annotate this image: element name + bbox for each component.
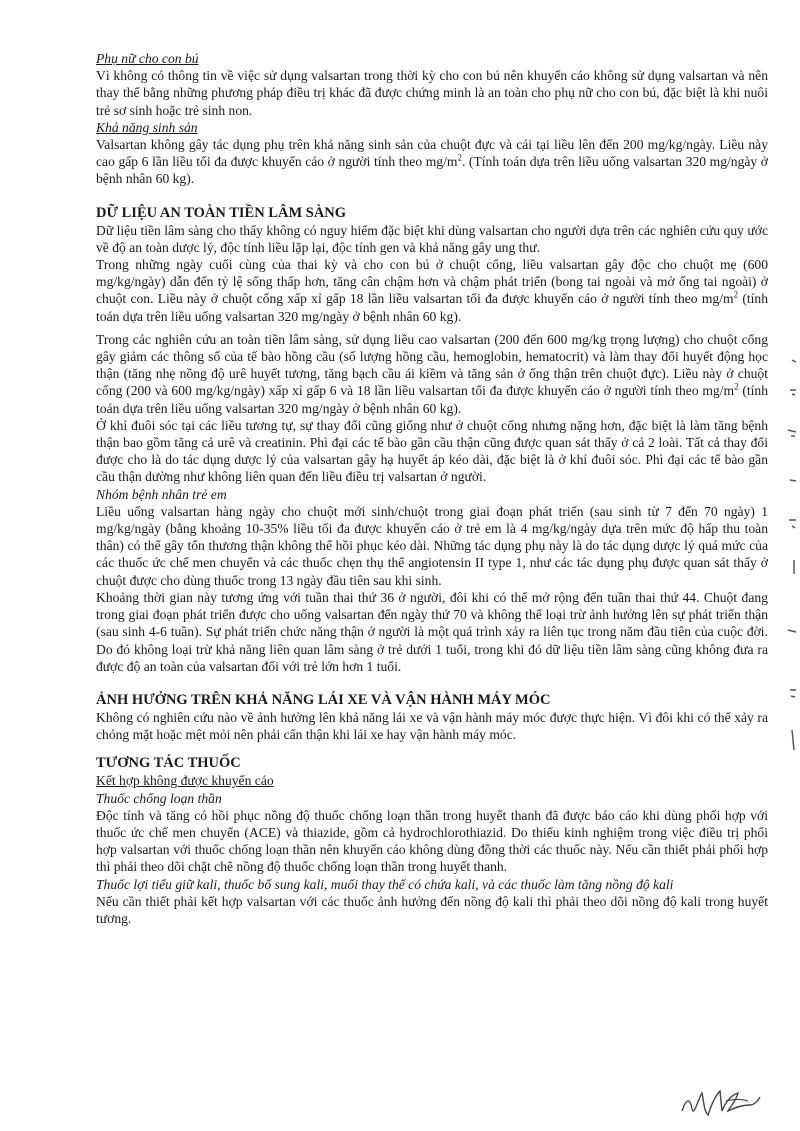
preclinical-paragraph-2: Trong những ngày cuối cùng của thai kỳ và cho con bú ở chuột cống, liều valsartan gây độc cho chuột mẹ (600 mg/kg/ngày) dẫn đến tỷ lệ sống thấp hơn, tăng cân chậm hơn và chậm phát triển (bong tai ngoài và mở ống tai ngoài) ở chuột con. Liều này ở chuột cống xấp xỉ gấp 18 lần liều valsartan tối đa được khuyến cáo ở người tính theo $mg/m^2$ (tính toán dựa trên liều uống valsartan 320 mg/ngày ở bệnh nhân 60 kg).	[96, 257, 768, 324]
fertility-text: Valsartan không gây tác dụng phụ trên khả năng sinh sản của chuột đực và cái tại liều lên đến 200 mg/kg/ngày. Liều này cao gấp 6 lần liều tối đa được khuyến cáo ở người tính theo $mg/m^2$. (Tính toán dựa trên liều uống valsartan 320 mg/ngày ở bệnh nhân 60 kg).	[96, 137, 768, 187]
document-page	[96, 50, 768, 927]
preclinical-paragraph-4: Ở khỉ đuôi sóc tại các liều tương tự, sự thay đổi cũng giống như ở chuột cống nhưng nặng hơn, đặc biệt là làm tăng bệnh thận bao gồm tăng cả urê và creatinin. Phì đại các tế bào gần cầu thận cũng được quan sát thấy ở cả 2 loài. Tất cả thay đổi được cho là do tác dụng dược lý của valsartan gây hạ huyết áp kéo dài, đặc biệt là ở khỉ đuôi sóc. Phì đại các tế bào gần cầu thận dường như không liên quan đến liều điều trị valsartan ở người.	[96, 417, 768, 485]
pediatric-paragraph-1: Liều uống valsartan hàng ngày cho chuột mới sinh/chuột trong giai đoạn phát triển (sau sinh từ 7 đến 70 ngày) 1 mg/kg/ngày (bằng khoảng 10-35% liều tối đa được khuyến cáo ở trẻ em là 4 mg/kg/ngày dựa trên mức độ hấp thu toàn thân) có thể gây tổn thương thận không thể hồi phục kéo dài. Những tác dụng phụ này là do tác dụng dược lý quá mức của các thuốc ức chế men chuyển và các thuốc chẹn thụ thể angiotensin II type 1, như các tác dụng phụ được quan sát thấy ở chuột được cho dùng thuốc trong 13 ngày đầu tiên sau khi sinh.	[96, 503, 768, 588]
driving-text: Không có nghiên cứu nào về ảnh hưởng lên khả năng lái xe và vận hành máy móc được thực hiện. Vì đôi khi có thể xảy ra chóng mặt hoặc mệt mỏi nên phải cẩn thận khi lái xe hay vận hành máy móc.	[96, 709, 768, 743]
handwritten-initials	[678, 1081, 764, 1123]
fertility-title: Khả năng sinh sản	[96, 119, 198, 135]
preclinical-heading: DỮ LIỆU AN TOÀN TIỀN LÂM SÀNG	[96, 204, 347, 221]
scan-margin-marks	[770, 330, 800, 760]
driving-heading: ẢNH HƯỞNG TRÊN KHẢ NĂNG LÁI XE VÀ VẬN HÀNH MÁY MÓC	[96, 691, 551, 708]
preclinical-paragraph-1: Dữ liệu tiền lâm sàng cho thấy không có nguy hiểm đặc biệt khi dùng valsartan cho người dựa trên các nghiên cứu quy ước về độ an toàn dược lý, độc tính liều lặp lại, độc tính gen và khả năng gây ung thư.	[96, 222, 768, 255]
potassium-text: Nếu cần thiết phải kết hợp valsartan với các thuốc ảnh hưởng đến nồng độ kali thì phải theo dõi nồng độ kali trong huyết tương.	[96, 893, 768, 926]
breastfeeding-text: Vì không có thông tin về việc sử dụng valsartan trong thời kỳ cho con bú nên khuyến cáo không sử dụng valsartan và nên thay thế bằng những phương pháp điều trị khác đã được chứng minh là an toàn cho phụ nữ cho con bú, đặc biệt là khi nuôi trẻ sơ sinh hoặc trẻ sinh non.	[96, 68, 768, 118]
potassium-title: Thuốc lợi tiểu giữ kali, thuốc bổ sung kali, muối thay thế có chứa kali, và các thuốc làm tăng nồng độ kali	[96, 876, 674, 892]
pediatric-title: Nhóm bệnh nhân trẻ em	[96, 486, 227, 502]
pediatric-paragraph-2: Khoảng thời gian này tương ứng với tuần thai thứ 36 ở người, đôi khi có thể mở rộng đến tuần thai thứ 44. Chuột đang trong giai đoạn phát triển được cho uống valsartan đến ngày thứ 70 và không thể loại trừ ảnh hưởng lên sự phát triển thận (sau sinh 4-6 tuần). Sự phát triển chức năng thận ở người là một quá trình xảy ra liên tục trong năm đầu tiên của cuộc đời. Do đó không loại trừ khả năng liên quan lâm sàng ở trẻ dưới 1 tuổi, trong khi đó dữ liệu tiền lâm sàng cũng không đưa ra được độ an toàn của valsartan đối với trẻ lớn hơn 1 tuổi.	[96, 589, 768, 674]
preclinical-paragraph-3: Trong các nghiên cứu an toàn tiền lâm sàng, sử dụng liều cao valsartan (200 đến 600 mg/kg trọng lượng) cho chuột cống gây giảm các thông số của tế bào hồng cầu (số lượng hồng cầu, hemoglobin, hematocrit) và làm thay đổi huyết động học thận (tăng nhẹ nồng độ urê huyết tương, tăng bạch cầu ái kiềm và tăng sản ở ống thận trên chuột đực). Liều này ở chuột cống (200 và 600 mg/kg/ngày) xấp xỉ gấp 6 và 18 lần liều valsartan tối đa được khuyến cáo ở người tính theo $mg/m^2$ (tính toán dựa trên liều uống valsartan 320 mg/ngày ở bệnh nhân 60 kg).	[96, 331, 768, 416]
antipsychotic-title: Thuốc chống loạn thần	[96, 790, 222, 806]
interactions-heading: TƯƠNG TÁC THUỐC	[96, 755, 241, 772]
interactions-subheading: Kết hợp không được khuyến cáo	[96, 773, 274, 789]
breastfeeding-title: Phụ nữ cho con bú	[96, 51, 199, 66]
antipsychotic-text: Độc tính và tăng có hồi phục nồng độ thuốc chống loạn thần trong huyết thanh đã được báo cáo khi dùng phối hợp với thuốc ức chế men chuyển (ACE) và thiazide, gồm cả hydrochlorothiazid. Do thiếu kinh nghiệm trong việc điều trị phối hợp valsartan với thuốc chống loạn thần nên khuyến cáo không dùng đồng thời các thuốc này. Nếu cần thiết phải phối hợp thì phải theo dõi chặt chẽ nồng độ thuốc chống loạn thần trong huyết thanh.	[96, 807, 768, 875]
